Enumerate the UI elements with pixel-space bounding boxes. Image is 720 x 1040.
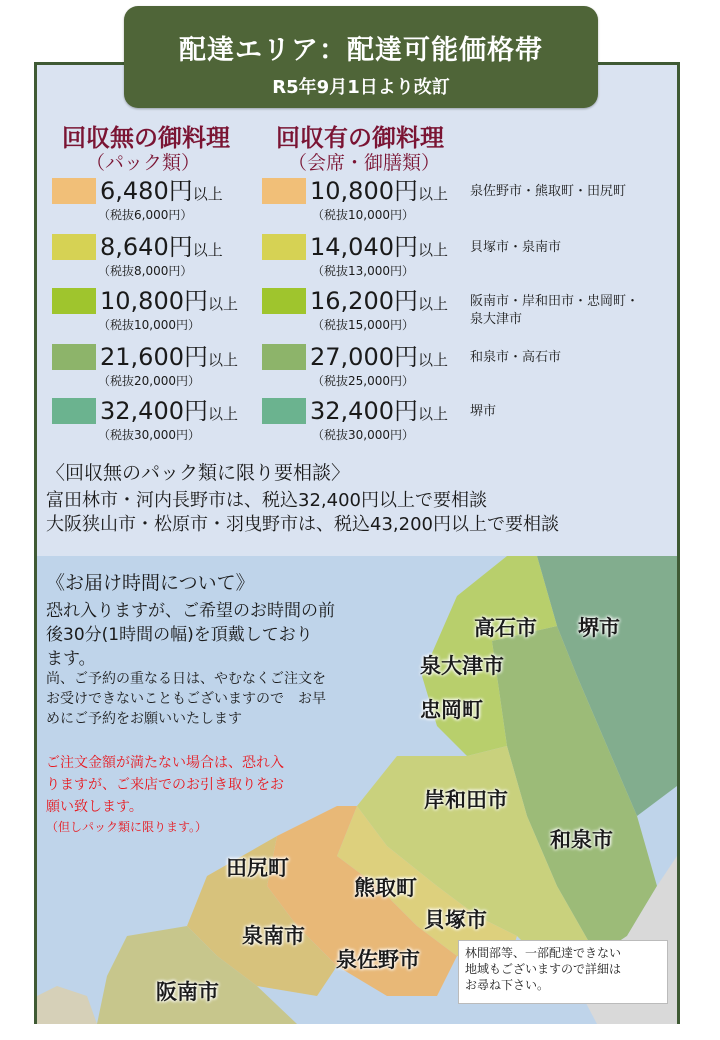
collect-price: [310, 178, 448, 207]
collect-tax: （税抜30,000円）: [312, 428, 414, 442]
col-no-collect-sub: （パック類）: [86, 152, 201, 174]
tier-swatch: [52, 288, 96, 314]
tier-swatch: [52, 234, 96, 260]
map-label: 阪南市: [156, 980, 219, 1004]
delivery-title: 《お届け時間について》: [46, 572, 255, 594]
collect-price: [310, 288, 448, 317]
collect-tax: （税抜10,000円）: [312, 208, 414, 222]
no-collect-price: [100, 288, 238, 317]
price-value: 14,040円: [310, 233, 418, 261]
map-label: 高石市: [474, 616, 537, 640]
map-label: 忠岡町: [420, 698, 483, 722]
disclaimer-line: 地域もございますので詳細は: [465, 962, 622, 976]
area-names: 泉佐野市・熊取町・田尻町: [470, 184, 627, 199]
col-no-collect-title: 回収無の御料理: [62, 124, 230, 152]
area-names: 泉大津市: [470, 312, 523, 327]
map-label: 堺市: [578, 616, 620, 640]
consult-title: 〈回収無のパック類に限り要相談〉: [46, 462, 351, 484]
area-names: 堺市: [470, 404, 497, 419]
tier-swatch: [262, 288, 306, 314]
delivery-subline: めにご予約をお願いいたします: [46, 711, 242, 727]
no-collect-tax: （税抜20,000円）: [98, 374, 200, 388]
col-collect-sub: （会席・御膳類）: [288, 152, 441, 174]
price-suffix: 以上: [207, 351, 238, 369]
collect-price: [310, 344, 448, 373]
no-collect-price: [100, 398, 238, 427]
header-banner: [124, 6, 598, 108]
collect-tax: （税抜25,000円）: [312, 374, 414, 388]
price-value: 32,400円: [310, 397, 418, 425]
price-value: 10,800円: [100, 287, 208, 315]
disclaimer-line: 林間部等、一部配達できない: [465, 946, 622, 960]
price-suffix: 以上: [417, 295, 448, 313]
pickup-note-small: （但しパック類に限ります。）: [46, 820, 208, 834]
map-label: 泉南市: [242, 924, 305, 948]
page-subtitle: R5年9月1日より改訂: [272, 77, 450, 98]
tier-swatch: [262, 178, 306, 204]
price-value: 21,600円: [100, 343, 208, 371]
price-value: 16,200円: [310, 287, 418, 315]
no-collect-price: [100, 344, 238, 373]
no-collect-tax: （税抜8,000円）: [98, 264, 193, 278]
price-suffix: 以上: [207, 295, 238, 313]
tier-swatch: [262, 398, 306, 424]
collect-price: [310, 398, 448, 427]
collect-tax: （税抜13,000円）: [312, 264, 414, 278]
pickup-note: りますが、ご来店でのお引き取りをお: [46, 777, 284, 793]
price-value: 8,640円: [100, 233, 193, 261]
no-collect-tax: （税抜30,000円）: [98, 428, 200, 442]
price-suffix: 以上: [417, 241, 448, 259]
delivery-line: ます。: [46, 649, 96, 669]
area-names: 阪南市・岸和田市・忠岡町・: [470, 294, 640, 309]
no-collect-tax: （税抜10,000円）: [98, 318, 200, 332]
no-collect-tax: （税抜6,000円）: [98, 208, 193, 222]
delivery-line: 後30分(1時間の幅)を頂戴しており: [46, 625, 313, 645]
map-label: 熊取町: [354, 876, 417, 900]
map-label: 貝塚市: [424, 908, 487, 932]
delivery-subline: 尚、ご予約の重なる日は、やむなくご注文を: [46, 671, 326, 687]
no-collect-price: [100, 234, 223, 263]
price-suffix: 以上: [192, 241, 223, 259]
price-value: 27,000円: [310, 343, 418, 371]
disclaimer-box: [458, 940, 668, 1004]
price-suffix: 以上: [192, 185, 223, 203]
tier-swatch: [262, 234, 306, 260]
tier-swatch: [52, 178, 96, 204]
map-label: 泉佐野市: [336, 948, 420, 972]
consult-line: 富田林市・河内長野市は、税込32,400円以上で要相談: [46, 490, 487, 511]
map-label: 岸和田市: [424, 788, 508, 812]
tier-swatch: [52, 398, 96, 424]
no-collect-price: [100, 178, 223, 207]
tier-swatch: [52, 344, 96, 370]
price-value: 6,480円: [100, 177, 193, 205]
price-suffix: 以上: [417, 185, 448, 203]
area-names: 貝塚市・泉南市: [470, 240, 562, 255]
area-names: 和泉市・高石市: [470, 350, 562, 365]
price-value: 32,400円: [100, 397, 208, 425]
price-suffix: 以上: [417, 351, 448, 369]
collect-tax: （税抜15,000円）: [312, 318, 414, 332]
price-suffix: 以上: [417, 405, 448, 423]
pickup-note: ご注文金額が満たない場合は、恐れ入: [46, 755, 284, 771]
consult-line: 大阪狭山市・松原市・羽曳野市は、税込43,200円以上で要相談: [46, 514, 559, 535]
pickup-note: 願い致します。: [46, 799, 143, 815]
map-label: 泉大津市: [420, 654, 504, 678]
delivery-subline: お受けできないこともございますので お早: [46, 691, 326, 707]
col-collect-title: 回収有の御料理: [276, 124, 444, 152]
map-label: 田尻町: [226, 856, 289, 880]
price-suffix: 以上: [207, 405, 238, 423]
price-value: 10,800円: [310, 177, 418, 205]
disclaimer-line: お尋ね下さい。: [465, 978, 550, 992]
delivery-line: 恐れ入りますが、ご希望のお時間の前: [46, 601, 335, 621]
map-label: 和泉市: [550, 828, 613, 852]
page-title: 配達エリア：配達可能価格帯: [179, 35, 543, 66]
collect-price: [310, 234, 448, 263]
tier-swatch: [262, 344, 306, 370]
